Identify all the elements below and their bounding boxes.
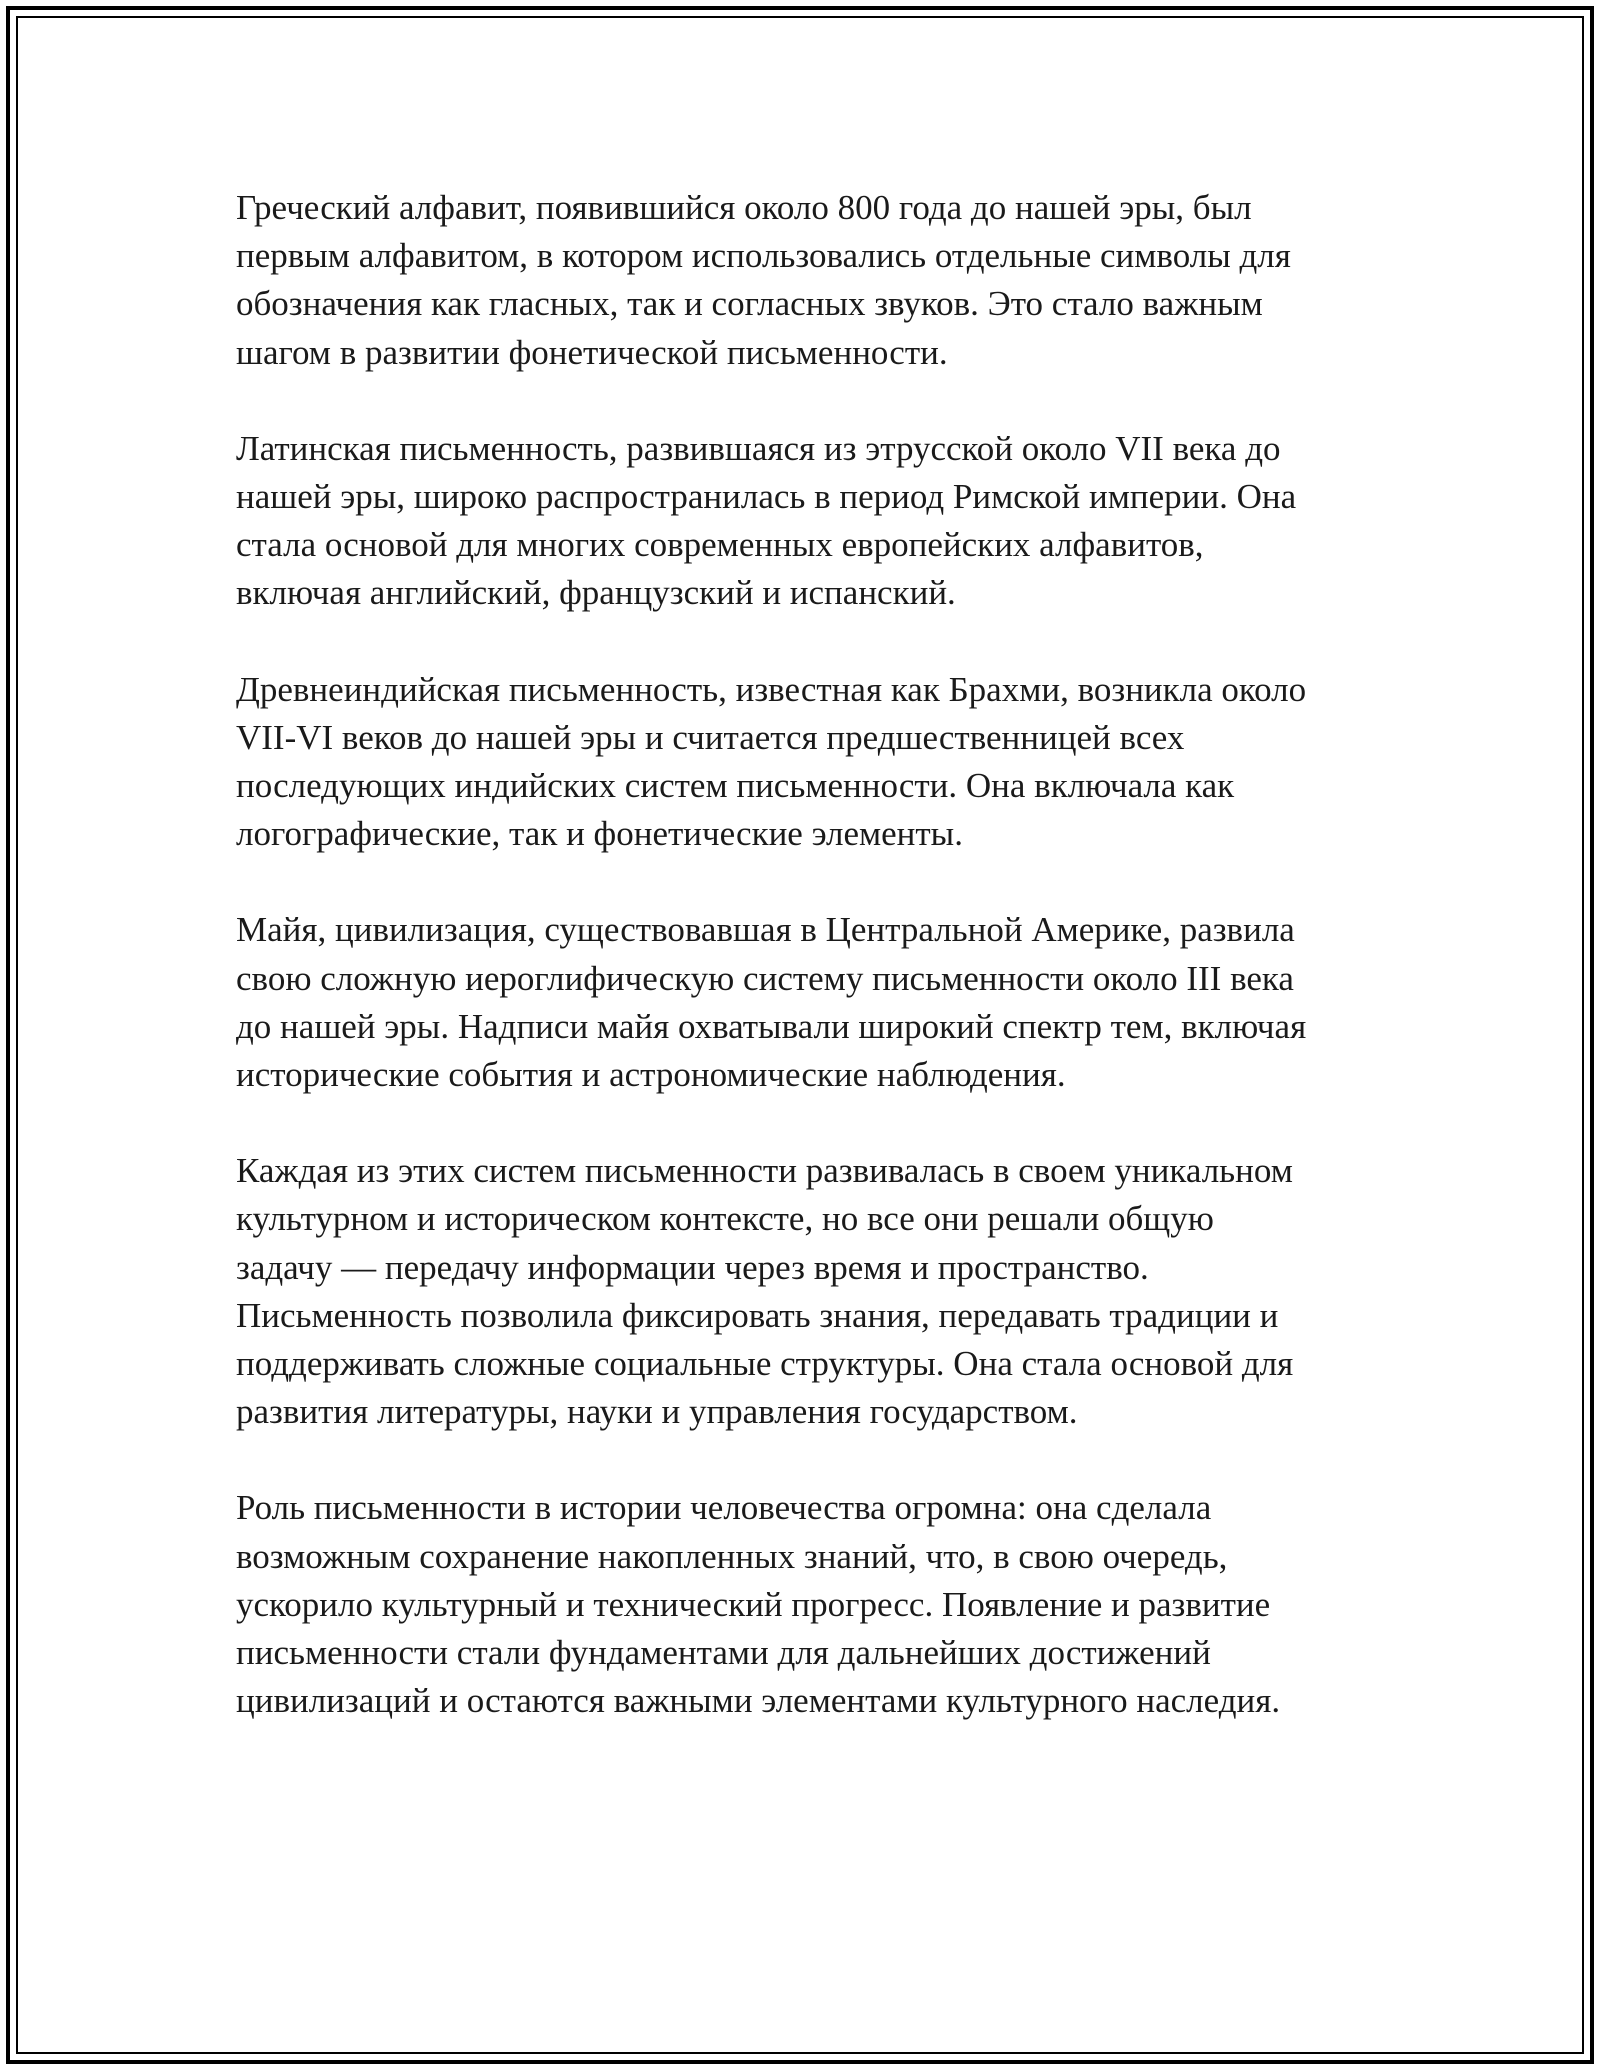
text-line: шагом в развитии фонетической письменности. xyxy=(236,332,948,372)
text-line: первым алфавитом, в котором использовались отдельные символы для xyxy=(236,236,1291,276)
text-line: стала основой для многих современных европейских алфавитов, xyxy=(236,525,1204,565)
text-line: до нашей эры. Надписи майя охватывали широкий спектр тем, включая xyxy=(236,1006,1307,1046)
paragraph-latin-script xyxy=(236,425,1396,618)
text-line: цивилизаций и остаются важными элементами культурного наследия. xyxy=(236,1681,1281,1721)
paragraph-brahmi-script xyxy=(236,666,1396,859)
text-line: Латинская письменность, развившаяся из этрусской около VII века до xyxy=(236,428,1281,468)
text-line: возможным сохранение накопленных знаний, что, в свою очередь, xyxy=(236,1536,1228,1576)
text-line: Греческий алфавит, появившийся около 800 года до нашей эры, был xyxy=(236,188,1252,227)
text-line: ускорило культурный и технический прогресс. Появление и развитие xyxy=(236,1584,1271,1624)
text-line: Майя, цивилизация, существовавшая в Центральной Америке, развила xyxy=(236,910,1295,950)
paragraph-greek-alphabet xyxy=(236,184,1396,377)
text-line: нашей эры, широко распространилась в период Римской империи. Она xyxy=(236,477,1297,517)
text-line: VII-VI веков до нашей эры и считается предшественницей всех xyxy=(236,717,1185,757)
text-line: свою сложную иероглифическую систему письменности около III века xyxy=(236,958,1294,998)
paragraph-writing-systems-context xyxy=(236,1147,1396,1436)
text-line: культурном и историческом контексте, но все они решали общую xyxy=(236,1199,1214,1239)
text-line: задачу — передачу информации через время и пространство. xyxy=(236,1247,1149,1287)
text-line: письменности стали фундаментами для дальнейших достижений xyxy=(236,1633,1211,1673)
document-body xyxy=(236,184,1396,1773)
text-line: логографические, так и фонетические элементы. xyxy=(236,814,963,854)
text-line: Каждая из этих систем письменности развивалась в своем уникальном xyxy=(236,1151,1293,1191)
text-line: обозначения как гласных, так и согласных звуков. Это стало важным xyxy=(236,284,1263,324)
text-line: развития литературы, науки и управления государством. xyxy=(236,1392,1078,1432)
text-line: исторические события и астрономические наблюдения. xyxy=(236,1055,1066,1095)
paragraph-role-of-writing xyxy=(236,1484,1396,1725)
text-line: Древнеиндийская письменность, известная как Брахми, возникла около xyxy=(236,669,1307,709)
text-line: включая английский, французский и испанский. xyxy=(236,573,956,613)
text-line: последующих индийских систем письменности. Она включала как xyxy=(236,766,1235,806)
text-line: поддерживать сложные социальные структуры. Она стала основой для xyxy=(236,1344,1294,1384)
text-line: Письменность позволила фиксировать знания, передавать традиции и xyxy=(236,1295,1279,1335)
paragraph-maya-script xyxy=(236,906,1396,1099)
text-line: Роль письменности в истории человечества огромна: она сделала xyxy=(236,1488,1212,1528)
